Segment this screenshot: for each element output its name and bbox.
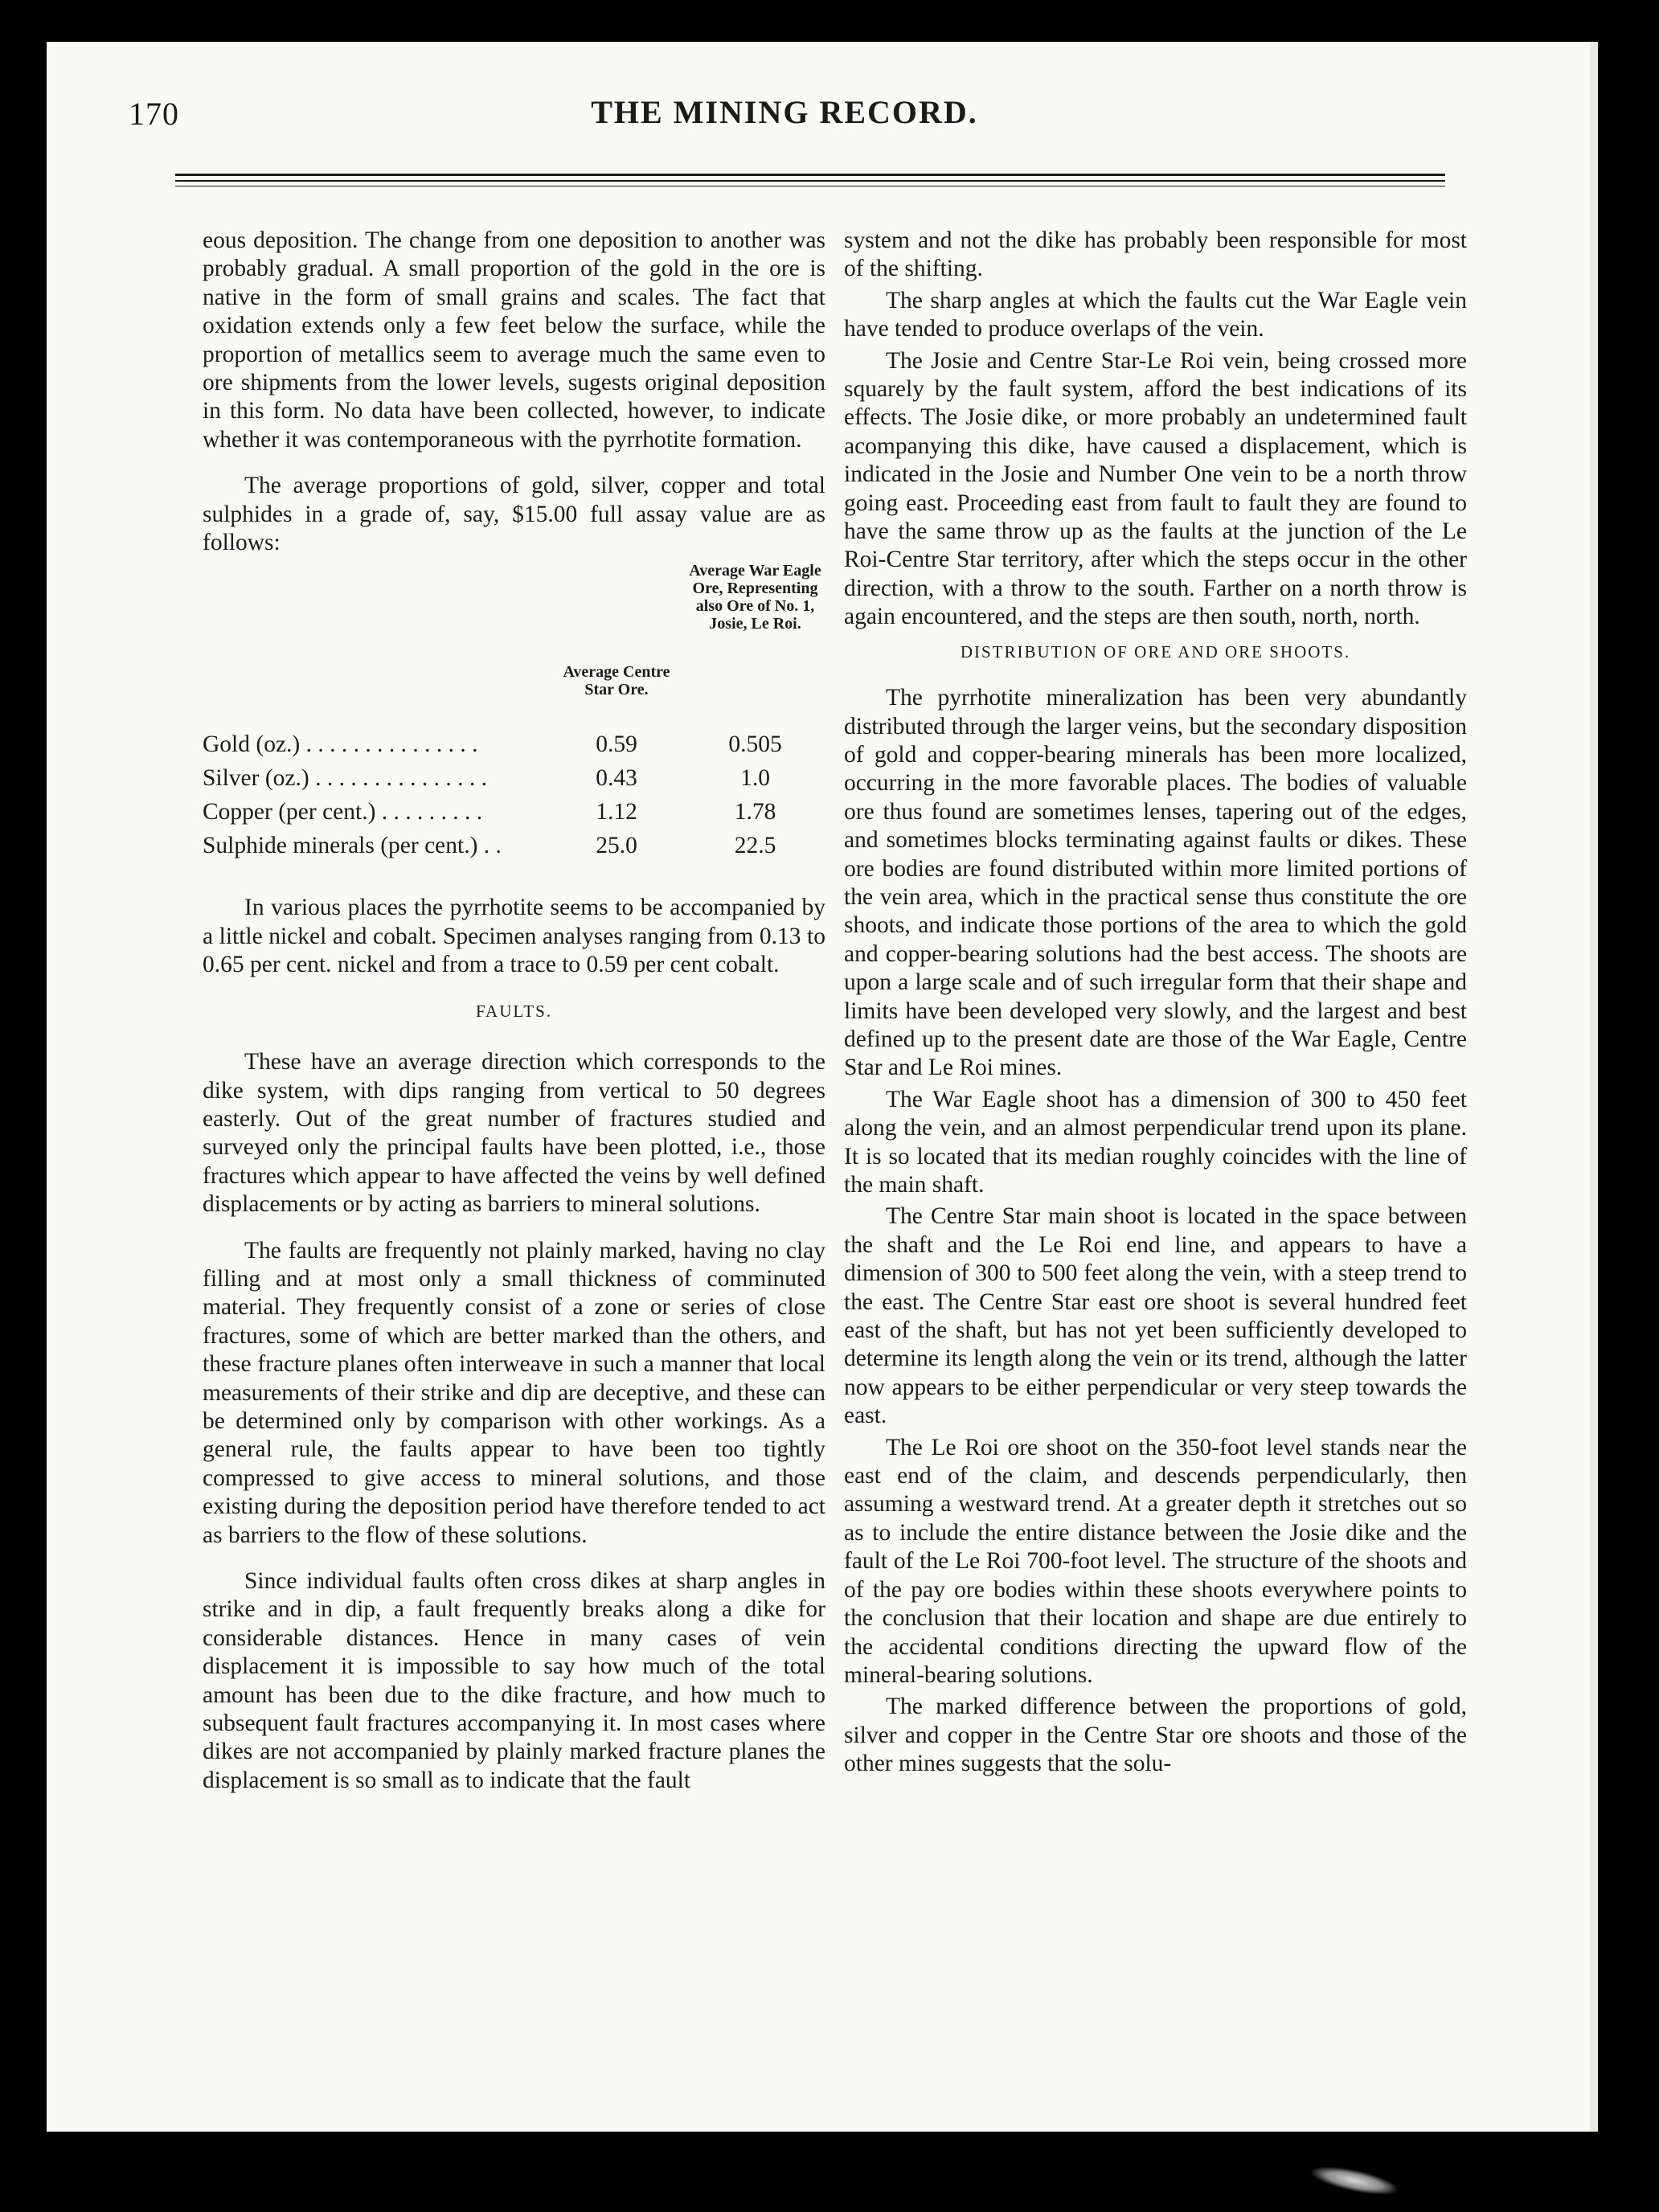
war-eagle-value: 1.78 <box>734 799 776 825</box>
centre-star-value: 25.0 <box>596 833 637 859</box>
table-row <box>203 731 825 764</box>
paragraph: The faults are frequently not plainly marked, having no clay filling and at most only a small thickness of comminuted material. They frequently consist of a zone or series of close fractures, some of which are better marked than the others, and these fracture planes often interweave in such a manner that local measurements of their strike and dip are deceptive, and these can be determined only by comparison with other workings. As a general rule, the faults appear to have been too tightly compressed to give access to mineral solutions, and those existing during the deposition period have therefore tended to act as barriers to the flow of these solutions. <box>203 1237 825 1548</box>
paragraph: In various places the pyrrhotite seems to be accompanied by a little nickel and cobalt. Specimen analyses ranging from 0.13 to 0.65 per cent. nickel and from a trace to 0.59 per cent cobalt. <box>203 895 825 978</box>
war-eagle-value: 1.0 <box>740 765 770 792</box>
paragraph: system and not the dike has probably been responsible for most of the shifting. <box>844 227 1467 282</box>
table-col-header: Average War Eagle Ore, Representing also Ore of No. 1, Josie, Le Roi. <box>689 562 821 633</box>
next-page-edge <box>1590 42 1598 2132</box>
left-column <box>203 227 825 1813</box>
war-eagle-value: 0.505 <box>728 731 782 758</box>
centre-star-value: 0.59 <box>596 731 637 758</box>
table-row <box>203 798 825 832</box>
war-eagle-value: 22.5 <box>734 833 776 859</box>
centre-star-value: 1.12 <box>596 799 637 825</box>
paragraph: The Josie and Centre Star-Le Roi vein, being crossed more squarely by the fault system, afford the best indications of its effects. The Josie dike, or more probably an undetermined fault acompanying this dike, have caused a displacement, which is indicated in the Josie and Number One vein to be a north throw going east. Proceeding east from fault to fault they are found to have the same throw up as the faults at the junction of the Le Roi-Centre Star territory, after which the steps occur in the other direction, with a throw to the south. Farther on a north throw is again encountered, and the steps are then south, north, north. <box>844 347 1467 630</box>
paragraph: The marked difference between the proportions of gold, silver and copper in the Centre Star ore shoots and those of the other mines suggests that the solu- <box>844 1694 1467 1777</box>
row-label: Sulphide minerals (per cent.) . . <box>203 833 502 859</box>
section-heading: DISTRIBUTION OF ORE AND ORE SHOOTS. <box>960 641 1351 662</box>
paragraph: The pyrrhotite mineralization has been very abundantly distributed through the larger veins, but the secondary disposition of gold and copper-bearing minerals has been more localized, occurring in the more favorable places. The bodies of valuable ore thus found are sometimes lenses, tapering out of the edges, and sometimes blocks terminating against faults or dikes. These ore bodies are found distributed within more limited portions of the vein area, which in the practical sense thus constitute the ore shoots, and indicate those portions of the area to which the gold and copper-bearing solutions had the best access. The shoots are upon a large scale and of such irregular form that their shape and limits have been developed very slowly, and the largest and best defined up to the present date are those of the War Eagle, Centre Star and Le Roi mines. <box>844 685 1467 1081</box>
paragraph: The Centre Star main shoot is located in the space between the shaft and the Le Roi end line, and appears to have a dimension of 300 to 500 feet along the vein, with a steep trend to the east. The Centre Star east ore shoot is several hundred feet east of the shaft, but has not yet been sufficiently developed to determine its length along the vein or its trend, although the latter now appears to be either perpendicular or very steep towards the east. <box>844 1203 1467 1429</box>
centre-star-value: 0.43 <box>596 765 637 792</box>
paragraph: eous deposition. The change from one deposition to another was probably gradual. A small proportion of the gold in the ore is native in the form of small grains and scales. The fact that oxidation extends only a few feet below the surface, while the proportion of metallics seem to average much the same even to ore shipments from the lower levels, sugests original deposition in this form. No data have been collected, however, to indicate whether it was contemporaneous with the pyrrhotite formation. <box>203 227 825 453</box>
row-label: Copper (per cent.) . . . . . . . . . <box>203 799 483 825</box>
paragraph: Since individual faults often cross dikes at sharp angles in strike and in dip, a fault frequently breaks along a dike for considerable distances. Hence in many cases of vein displacement it is impossible to say how much of the total amount has been due to the dike fracture, and how much to subsequent fault fractures accompanying it. In most cases where dikes are not accompanied by plainly marked fracture planes the displacement is so small as to indicate that the fault <box>203 1568 825 1793</box>
paragraph: The Le Roi ore shoot on the 350-foot level stands near the east end of the claim, and descends perpendicularly, then assuming a westward trend. At a greater depth it stretches out so as to include the entire distance between the Josie dike and the fault of the Le Roi 700-foot level. The structure of the shoots and of the pay ore bodies within these shoots everywhere points to the conclusion that their location and shape are due entirely to the accidental conditions directing the upward flow of the mineral-bearing solutions. <box>844 1434 1467 1688</box>
paragraph: The average proportions of gold, silver, copper and total sulphides in a grade of, say, $15.00 full assay value are as follows: <box>203 473 825 556</box>
journal-title: THE MINING RECORD. <box>591 94 978 130</box>
paragraph: The sharp angles at which the faults cut the War Eagle vein have tended to produce overlaps of the vein. <box>844 287 1467 342</box>
paragraph: The War Eagle shoot has a dimension of 300 to 450 feet along the vein, and an almost perpendicular trend upon its plane. It is so located that its median roughly coincides with the line of the main shaft. <box>844 1086 1467 1198</box>
row-label: Silver (oz.) . . . . . . . . . . . . . . . <box>203 765 487 792</box>
row-label: Gold (oz.) . . . . . . . . . . . . . . . <box>203 731 478 758</box>
paragraph: These have an average direction which corresponds to the dike system, with dips ranging from vertical to 50 degrees easterly. Out of the great number of fractures studied and surveyed only the principal faults have been plotted, i.e., those fractures which appear to have affected the veins by well defined displacements or by acting as barriers to mineral solutions. <box>203 1049 825 1218</box>
scan-artifact <box>1309 2161 1399 2200</box>
right-column <box>844 227 1467 1782</box>
header-rule <box>175 180 1445 182</box>
section-heading: FAULTS. <box>475 1001 553 1021</box>
table-row <box>203 764 825 798</box>
page-number: 170 <box>129 96 179 132</box>
table-col-header: Average Centre Star Ore. <box>563 663 670 699</box>
running-header <box>129 95 1440 143</box>
header-rule <box>175 174 1445 176</box>
assay-table <box>203 562 825 879</box>
table-row <box>203 832 825 866</box>
